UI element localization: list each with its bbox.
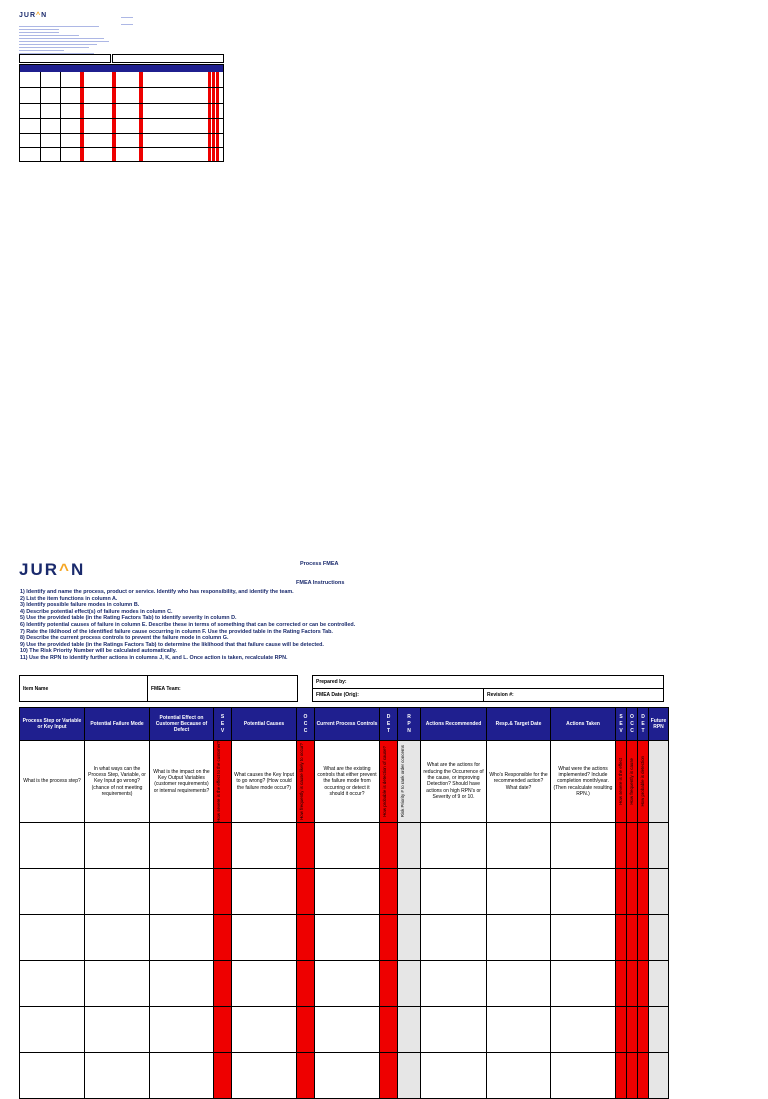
cell-sev[interactable] <box>214 868 232 914</box>
thumbnail-table <box>19 64 224 162</box>
cell-rpn <box>398 1006 421 1052</box>
guidance-taken: What were the actions implemented? Include completion month/year. (Then recalculate resulting RPN.) <box>551 741 616 823</box>
cell-sev[interactable] <box>214 822 232 868</box>
cell-rpn <box>398 868 421 914</box>
cell-future-rpn <box>649 868 669 914</box>
col-header-occ2: O C C <box>627 708 638 741</box>
cell-actions[interactable] <box>421 822 487 868</box>
cell-taken[interactable] <box>551 1052 616 1098</box>
cell-det[interactable] <box>380 822 398 868</box>
fmea-date-label: FMEA Date (Orig): <box>316 692 359 698</box>
guidance-resp: Who's Responsible for the recommended action? What date? <box>487 741 551 823</box>
thumbnail-logo: JUR^N <box>19 12 48 19</box>
col-header-det: D E T <box>380 708 398 741</box>
cell-actions[interactable] <box>421 868 487 914</box>
cell-resp[interactable] <box>487 822 551 868</box>
cell-effect[interactable] <box>150 1006 214 1052</box>
cell-resp[interactable] <box>487 1006 551 1052</box>
cell-future-rpn <box>649 822 669 868</box>
cell-sev2[interactable] <box>616 960 627 1006</box>
cell-occ[interactable] <box>297 1006 315 1052</box>
cell-occ2[interactable] <box>627 960 638 1006</box>
cell-occ2[interactable] <box>627 1006 638 1052</box>
instruction-item: 11) Use the RPN to identify further actions in columns J, K, and L. Once action is taken, recalculate RPN. <box>20 654 288 661</box>
cell-controls[interactable] <box>315 1006 380 1052</box>
col-header-controls: Current Process Controls <box>315 708 380 741</box>
cell-failure-mode[interactable] <box>85 960 150 1006</box>
cell-process-step[interactable] <box>20 1052 85 1098</box>
guidance-sev: How severe is the effect to the customer? <box>214 741 232 823</box>
cell-failure-mode[interactable] <box>85 822 150 868</box>
cell-det[interactable] <box>380 914 398 960</box>
cell-failure-mode[interactable] <box>85 868 150 914</box>
cell-actions[interactable] <box>421 1006 487 1052</box>
cell-det2[interactable] <box>638 960 649 1006</box>
cell-resp[interactable] <box>487 1052 551 1098</box>
cell-resp[interactable] <box>487 868 551 914</box>
cell-future-rpn <box>649 1052 669 1098</box>
cell-actions[interactable] <box>421 1052 487 1098</box>
cell-occ2[interactable] <box>627 1052 638 1098</box>
col-header-rpn: R P N <box>398 708 421 741</box>
table-row <box>20 822 669 868</box>
item-name-field[interactable] <box>19 675 148 702</box>
table-row <box>20 960 669 1006</box>
cell-controls[interactable] <box>315 868 380 914</box>
col-header-sev: S E V <box>214 708 232 741</box>
page-thumbnail <box>0 0 230 170</box>
cell-effect[interactable] <box>150 868 214 914</box>
instructions-title: FMEA Instructions <box>296 580 345 586</box>
cell-sev[interactable] <box>214 914 232 960</box>
cell-resp[interactable] <box>487 914 551 960</box>
cell-effect[interactable] <box>150 1052 214 1098</box>
col-header-resp: Resp.& Target Date <box>487 708 551 741</box>
cell-sev2[interactable] <box>616 868 627 914</box>
col-header-causes: Potential Causes <box>232 708 297 741</box>
fmea-team-label: FMEA Team: <box>151 685 181 692</box>
instruction-item: 7) Rate the liklihood of the identified failure cause occurring in column F. Use the provided table in the Rating Factors Tab. <box>20 628 333 635</box>
instruction-item: 4) Describe potential effect(s) of failure modes in column C. <box>20 608 173 615</box>
cell-det2[interactable] <box>638 868 649 914</box>
cell-occ2[interactable] <box>627 868 638 914</box>
cell-resp[interactable] <box>487 960 551 1006</box>
fmea-date-field[interactable] <box>312 688 484 702</box>
instruction-item: 2) List the item functions in column A. <box>20 595 118 602</box>
table-header-row <box>20 708 669 741</box>
cell-rpn <box>398 960 421 1006</box>
juran-logo: JUR^N <box>19 560 86 579</box>
cell-failure-mode[interactable] <box>85 1052 150 1098</box>
cell-sev[interactable] <box>214 1006 232 1052</box>
instruction-item: 8) Describe the current process controls to prevent the failure mode in column G. <box>20 635 229 642</box>
instruction-item: 9) Use the provided table (in the Ratings Factors Tab) to determine the liklihood that that failure cause will be detected. <box>20 641 324 648</box>
guidance-sev2: How severe is the effect <box>616 741 627 823</box>
guidance-effect: What is the impact on the Key Output Variables (customer requirements) or internal requirements? <box>150 741 214 823</box>
guidance-causes: What causes the Key Input to go wrong? (How could the failure mode occur?) <box>232 741 297 823</box>
instruction-item: 6) Identify potential causes of failure in column E. Describe these in terms of something that can be corrected or can be controlled. <box>20 621 356 628</box>
cell-future-rpn <box>649 960 669 1006</box>
guidance-failure-mode: In what ways can the Process Step, Variable, or Key Input go wrong? (chance of not meeting requirements) <box>85 741 150 823</box>
cell-failure-mode[interactable] <box>85 1006 150 1052</box>
cell-occ[interactable] <box>297 960 315 1006</box>
cell-effect[interactable] <box>150 960 214 1006</box>
col-header-det2: D E T <box>638 708 649 741</box>
instruction-item: 1) Identify and name the process, product or service. Identify who has responsibility, and identify the team. <box>20 589 294 595</box>
table-row <box>20 1006 669 1052</box>
cell-sev[interactable] <box>214 1052 232 1098</box>
table-row <box>20 868 669 914</box>
cell-process-step[interactable] <box>20 868 85 914</box>
guidance-occ2: How frequently is cause <box>627 741 638 823</box>
cell-controls[interactable] <box>315 1052 380 1098</box>
cell-rpn <box>398 1052 421 1098</box>
guidance-actions: What are the actions for reducing the Occurrence of the cause, or improving Detection? Should have actions on high RPN's or Severity of 9 or 10. <box>421 741 487 823</box>
cell-taken[interactable] <box>551 960 616 1006</box>
col-header-actions: Actions Recommended <box>421 708 487 741</box>
guidance-row <box>20 741 669 823</box>
page-title: Process FMEA <box>300 561 339 567</box>
instructions-list <box>20 589 355 662</box>
cell-actions[interactable] <box>421 960 487 1006</box>
guidance-rpn: Risk Priority # to rank order concerns <box>398 741 421 823</box>
cell-taken[interactable] <box>551 868 616 914</box>
cell-det[interactable] <box>380 868 398 914</box>
revision-field[interactable] <box>483 688 664 702</box>
thumbnail-info-right <box>112 54 224 63</box>
cell-det2[interactable] <box>638 914 649 960</box>
cell-causes[interactable] <box>232 1006 297 1052</box>
cell-controls[interactable] <box>315 914 380 960</box>
fmea-team-field[interactable] <box>147 675 298 702</box>
guidance-occ: How frequently is cause likely to occur? <box>297 741 315 823</box>
col-header-failure-mode: Potential Failure Mode <box>85 708 150 741</box>
cell-occ2[interactable] <box>627 822 638 868</box>
guidance-future-rpn <box>649 741 669 823</box>
guidance-det: How probable is detection of cause? <box>380 741 398 823</box>
cell-occ[interactable] <box>297 868 315 914</box>
cell-process-step[interactable] <box>20 1006 85 1052</box>
cell-sev2[interactable] <box>616 914 627 960</box>
col-header-process-step: Process Step or Variable or Key Input <box>20 708 85 741</box>
cell-causes[interactable] <box>232 868 297 914</box>
cell-det2[interactable] <box>638 822 649 868</box>
guidance-process-step: What is the process step? <box>20 741 85 823</box>
cell-det2[interactable] <box>638 1052 649 1098</box>
thumbnail-info-left <box>19 54 111 63</box>
cell-det[interactable] <box>380 1006 398 1052</box>
guidance-controls: What are the existing controls that either prevent the failure mode from occurring or detect it should it occur? <box>315 741 380 823</box>
cell-occ[interactable] <box>297 1052 315 1098</box>
cell-future-rpn <box>649 1006 669 1052</box>
cell-effect[interactable] <box>150 822 214 868</box>
cell-rpn <box>398 914 421 960</box>
col-header-taken: Actions Taken <box>551 708 616 741</box>
prepared-by-label: Prepared by: <box>316 679 347 685</box>
cell-future-rpn <box>649 914 669 960</box>
cell-taken[interactable] <box>551 914 616 960</box>
cell-process-step[interactable] <box>20 822 85 868</box>
cell-process-step[interactable] <box>20 960 85 1006</box>
cell-det2[interactable] <box>638 1006 649 1052</box>
cell-causes[interactable] <box>232 914 297 960</box>
col-header-occ: O C C <box>297 708 315 741</box>
cell-det[interactable] <box>380 1052 398 1098</box>
cell-process-step[interactable] <box>20 914 85 960</box>
cell-failure-mode[interactable] <box>85 914 150 960</box>
guidance-det2: How probable is detection <box>638 741 649 823</box>
cell-causes[interactable] <box>232 1052 297 1098</box>
instruction-item: 5) Use the provided table (in the Rating Factors Tab) to identify severity in column D. <box>20 615 237 622</box>
fmea-table <box>19 707 669 1099</box>
table-row <box>20 914 669 960</box>
revision-label: Revision #: <box>487 692 514 698</box>
cell-det[interactable] <box>380 960 398 1006</box>
col-header-effect: Potential Effect on Customer Because of Defect <box>150 708 214 741</box>
cell-sev2[interactable] <box>616 822 627 868</box>
cell-taken[interactable] <box>551 1006 616 1052</box>
cell-causes[interactable] <box>232 960 297 1006</box>
item-name-label: Item Name <box>23 685 49 692</box>
cell-actions[interactable] <box>421 914 487 960</box>
cell-sev[interactable] <box>214 960 232 1006</box>
cell-causes[interactable] <box>232 822 297 868</box>
cell-occ2[interactable] <box>627 914 638 960</box>
instruction-item: 10) The Risk Priority Number will be calculated automatically. <box>20 648 177 655</box>
col-header-future-rpn: Future RPN <box>649 708 669 741</box>
cell-occ[interactable] <box>297 822 315 868</box>
prepared-by-field[interactable] <box>312 675 664 689</box>
table-row <box>20 1052 669 1098</box>
instruction-item: 3) Identify possible failure modes in column B. <box>20 602 140 609</box>
cell-sev2[interactable] <box>616 1006 627 1052</box>
cell-occ[interactable] <box>297 914 315 960</box>
cell-controls[interactable] <box>315 960 380 1006</box>
cell-effect[interactable] <box>150 914 214 960</box>
cell-controls[interactable] <box>315 822 380 868</box>
cell-taken[interactable] <box>551 822 616 868</box>
cell-sev2[interactable] <box>616 1052 627 1098</box>
col-header-sev2: S E V <box>616 708 627 741</box>
cell-rpn <box>398 822 421 868</box>
